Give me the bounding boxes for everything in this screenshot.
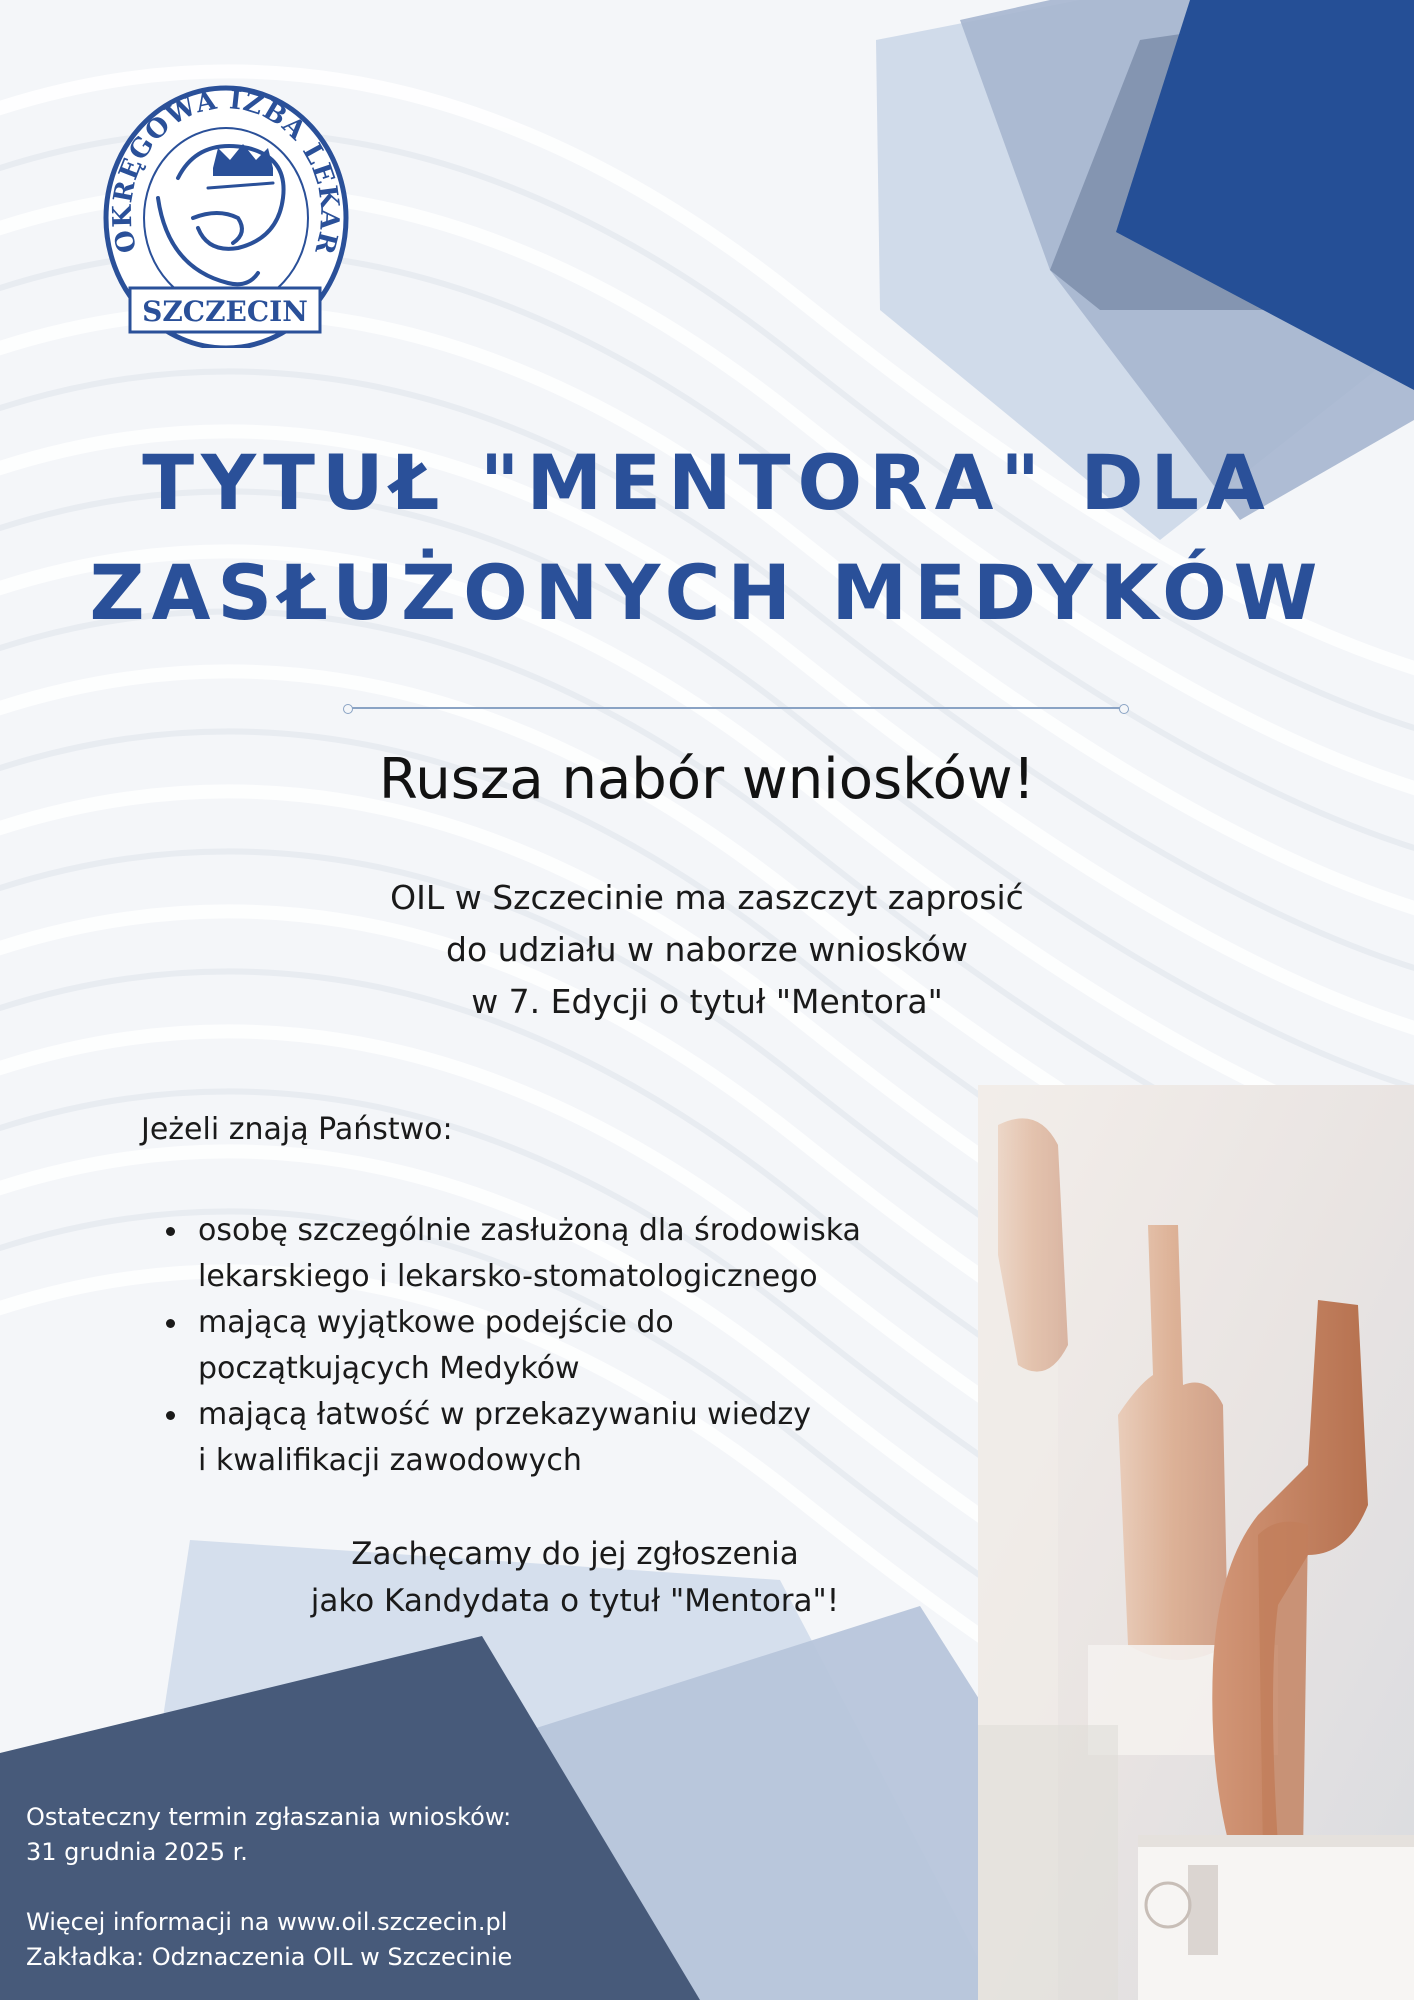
list-item-line: mającą wyjątkowe podejście do xyxy=(198,1305,674,1340)
award-statuettes-photo xyxy=(978,1085,1414,2000)
list-item-line: osobę szczególnie zasłużoną dla środowiska xyxy=(198,1213,861,1248)
title-line-2: ZASŁUŻONYCH MEDYKÓW xyxy=(89,548,1325,637)
footer-info xyxy=(26,1800,512,1975)
cta-line-2: jako Kandydata o tytuł "Mentora"! xyxy=(310,1583,840,1619)
list-item xyxy=(160,1392,980,1484)
list-item xyxy=(160,1300,980,1392)
footer-gap xyxy=(26,1870,512,1905)
title-line-1: TYTUŁ "MENTORA" DLA xyxy=(142,438,1272,527)
deadline-label: Ostateczny termin zgłaszania wniosków: xyxy=(26,1803,512,1831)
intro-text xyxy=(0,872,1414,1028)
page-title xyxy=(0,428,1414,648)
list-item-line: początkujących Medyków xyxy=(198,1351,580,1386)
intro-line-2: do udziału w naborze wniosków xyxy=(446,930,968,969)
list-item xyxy=(160,1208,980,1300)
intro-line-1: OIL w Szczecinie ma zaszczyt zaprosić xyxy=(390,878,1024,917)
logo-city: SZCZECIN xyxy=(142,295,308,328)
list-item-line: mającą łatwość w przekazywaniu wiedzy xyxy=(198,1397,812,1432)
deadline-date: 31 grudnia 2025 r. xyxy=(26,1838,248,1866)
criteria-list xyxy=(160,1208,980,1484)
subtitle: Rusza nabór wniosków! xyxy=(378,747,1036,812)
criteria-lead: Jeżeli znają Państwo: xyxy=(141,1112,453,1147)
tab-info: Zakładka: Odznaczenia OIL w Szczecinie xyxy=(26,1943,513,1971)
more-info-link[interactable]: Więcej informacji na www.oil.szczecin.pl xyxy=(26,1908,508,1936)
intro-line-3: w 7. Edycji o tytuł "Mentora" xyxy=(471,982,943,1021)
cta-line-1: Zachęcamy do jej zgłoszenia xyxy=(351,1536,799,1572)
title-divider xyxy=(347,707,1125,709)
call-to-action xyxy=(210,1531,940,1625)
list-item-line: i kwalifikacji zawodowych xyxy=(198,1443,582,1478)
logo-ring-text: OKRĘGOWA IZBA LEKAR xyxy=(107,85,345,258)
list-item-line: lekarskiego i lekarsko-stomatologicznego xyxy=(198,1259,818,1294)
oil-szczecin-logo xyxy=(98,68,354,348)
